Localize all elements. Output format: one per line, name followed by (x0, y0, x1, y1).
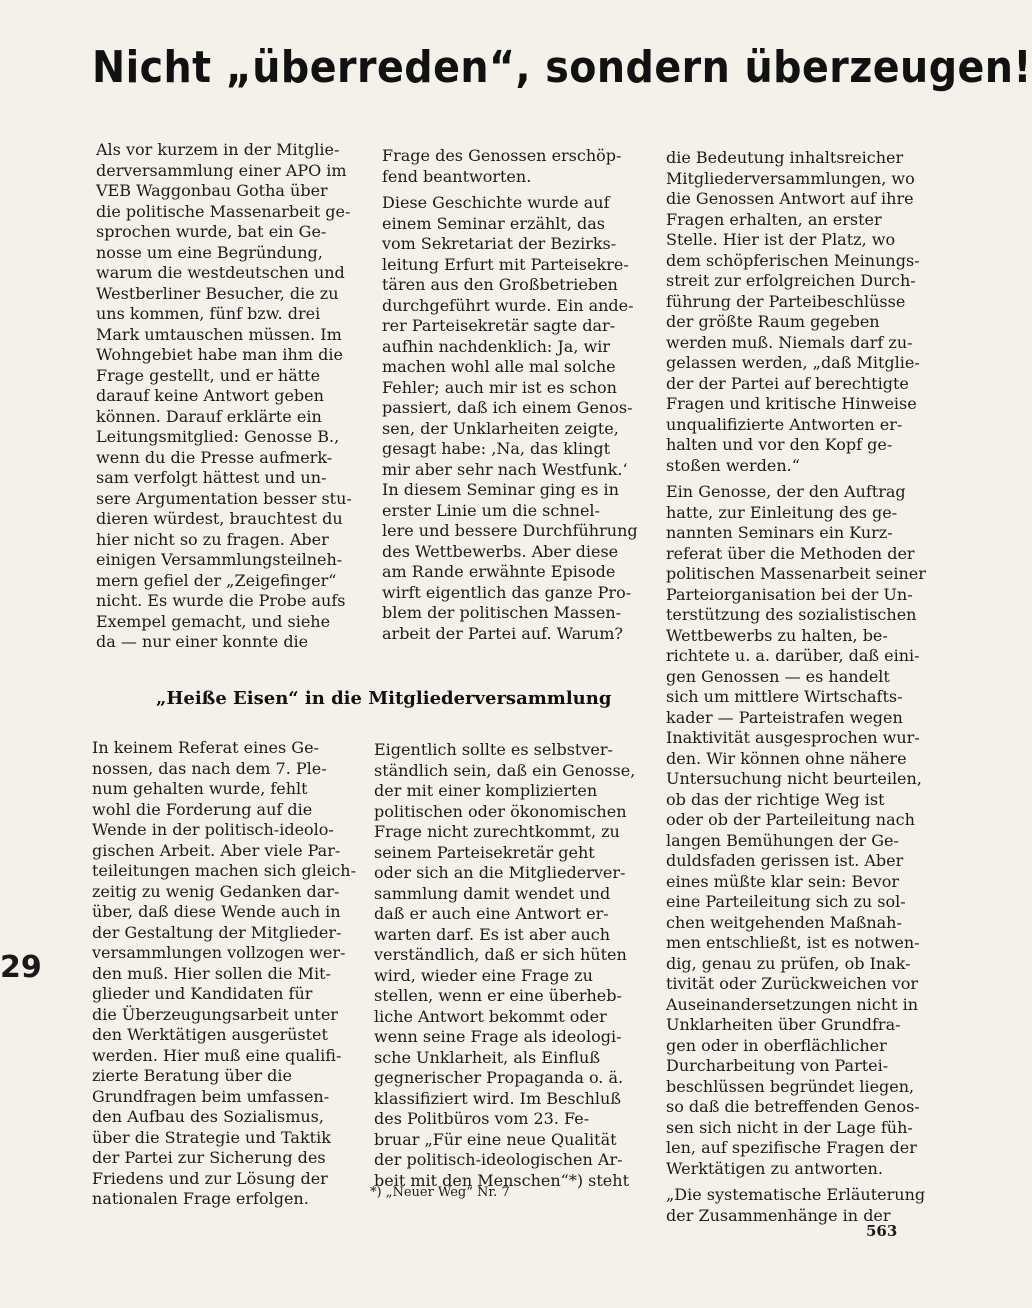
text-line: die Bedeutung inhaltsreicher (666, 148, 904, 167)
text-line: halten und vor den Kopf ge- (666, 435, 893, 454)
column-4 (92, 738, 354, 1210)
text-line: arbeit der Partei auf. Warum? (382, 623, 623, 643)
text-line: zeitig zu wenig Gedanken dar- (92, 881, 340, 901)
footnote: *) „Neuer Weg“ Nr. 7 (370, 1185, 510, 1200)
text-line: nationalen Frage erfolgen. (92, 1189, 309, 1208)
text-line: fend beantworten. (382, 166, 532, 186)
text-line: Frage des Genossen erschöp- (382, 146, 622, 165)
text-line: die Überzeugungsarbeit unter (92, 1004, 338, 1024)
text-line: Fragen erhalten, an erster (666, 209, 882, 229)
text-line: uns kommen, fünf bzw. drei (96, 304, 321, 323)
text-line: Ein Genosse, der den Auftrag (666, 482, 906, 501)
text-line: den Aufbau des Sozialismus, (92, 1107, 324, 1126)
text-line: führung der Parteibeschlüsse (666, 291, 906, 311)
text-line: langen Bemühungen der Ge- (666, 830, 899, 850)
text-line: erster Linie um die schnel- (382, 500, 600, 520)
text-line: mern gefiel der „Zeigefinger“ (96, 570, 337, 590)
text-line: politischen oder ökonomischen (374, 801, 627, 821)
text-line: chen weitgehenden Maßnah- (666, 912, 902, 932)
text-line: nannten Seminars ein Kurz- (666, 523, 893, 542)
text-line: aufhin nachdenklich: Ja, wir (382, 336, 610, 356)
text-line: gegnerischer Propaganda o. ä. (374, 1068, 624, 1087)
text-line: sere Argumentation besser stu- (96, 488, 352, 508)
text-line: Grundfragen beim umfassen- (92, 1086, 330, 1106)
text-line: Mitgliederversammlungen, wo (666, 168, 915, 188)
text-line: referat über die Methoden der (666, 543, 915, 563)
text-line: Stelle. Hier ist der Platz, wo (666, 230, 896, 249)
column-2 (382, 146, 644, 644)
text-line: men entschließt, ist es notwen- (666, 933, 920, 952)
text-line: die Genossen Antwort auf ihre (666, 189, 914, 208)
text-line: sam verfolgt hättest und un- (96, 468, 327, 487)
text-line: VEB Waggonbau Gotha über (96, 181, 328, 200)
text-line: werden. Hier muß eine qualifi- (92, 1045, 342, 1065)
text-line: der Gestaltung der Mitglieder- (92, 922, 342, 942)
text-line: Wettbewerbs zu halten, be- (666, 625, 888, 645)
text-line: rer Parteisekretär sagte dar- (382, 316, 616, 335)
text-line: Durcharbeitung von Partei- (666, 1056, 889, 1075)
text-line: gen Genossen — es handelt (666, 666, 890, 686)
text-line: leitung Erfurt mit Parteisekre- (382, 254, 629, 274)
text-line: versammlungen vollzogen wer- (92, 943, 346, 962)
text-line: Friedens und zur Lösung der (92, 1168, 328, 1188)
text-line: machen wohl alle mal solche (382, 357, 616, 376)
text-line: der der Partei auf berechtigte (666, 373, 909, 393)
text-line: nosse um eine Begründung, (96, 242, 323, 262)
text-line: oder sich an die Mitgliederver- (374, 863, 626, 882)
text-line: stellen, wenn er eine überheb- (374, 986, 622, 1005)
text-line: blem der politischen Massen- (382, 603, 622, 622)
text-line: sammlung damit wendet und (374, 883, 611, 903)
text-line: sen sich nicht in der Lage füh- (666, 1117, 913, 1137)
text-line: len, auf spezifische Fragen der (666, 1138, 917, 1157)
column-3 (666, 148, 930, 1226)
text-line: Mark umtauschen müssen. Im (96, 324, 342, 344)
text-line: unqualifizierte Antworten er- (666, 414, 903, 434)
text-line: warten darf. Es ist aber auch (374, 924, 611, 944)
text-line: terstützung des sozialistischen (666, 605, 917, 624)
text-line: dieren würdest, brauchtest du (96, 509, 343, 528)
column-1 (96, 140, 358, 653)
text-line: können. Darauf erklärte ein (96, 406, 322, 426)
text-line: Wende in der politisch-ideolo- (92, 820, 334, 839)
text-line: gesagt habe: ‚Na, das klingt (382, 439, 611, 458)
text-line: der Zusammenhänge in der (666, 1205, 891, 1225)
text-line: richtete u. a. darüber, daß eini- (666, 646, 920, 665)
text-line: darauf keine Antwort geben (96, 386, 324, 405)
text-line: Eigentlich sollte es selbstver- (374, 740, 613, 759)
text-line: zierte Beratung über die (92, 1066, 293, 1085)
text-line: Wohngebiet habe man ihm die (96, 345, 343, 364)
text-line: verständlich, daß er sich hüten (374, 945, 627, 964)
text-line: In diesem Seminar ging es in (382, 480, 619, 499)
text-line: streit zur erfolgreichen Durch- (666, 271, 916, 290)
text-line: da — nur einer konnte die (96, 632, 309, 651)
text-line: „Die systematische Erläuterung (666, 1185, 926, 1204)
text-line: durchgeführt wurde. Ein ande- (382, 295, 634, 315)
text-line: nicht. Es wurde die Probe aufs (96, 591, 346, 610)
text-line: sen, der Unklarheiten zeigte, (382, 418, 619, 438)
text-line: eines müßte klar sein: Bevor (666, 871, 900, 891)
text-line: derversammlung einer APO im (96, 160, 347, 180)
text-line: Westberliner Besucher, die zu (96, 283, 339, 303)
text-line: dem schöpferischen Meinungs- (666, 250, 920, 270)
text-line: Fehler; auch mir ist es schon (382, 377, 617, 397)
headline: Nicht „überreden“, sondern überzeugen! (92, 42, 1032, 93)
text-line: kader — Parteistrafen wegen (666, 707, 903, 727)
section-subheading: „Heiße Eisen“ in die Mitgliederversammlung (156, 688, 612, 709)
text-line: eine Parteileitung sich zu sol- (666, 892, 906, 911)
text-line: hatte, zur Einleitung des ge- (666, 502, 898, 522)
text-line: Auseinandersetzungen nicht in (666, 994, 919, 1014)
text-line: politischen Massenarbeit seiner (666, 564, 926, 583)
text-line: vom Sekretariat der Bezirks- (382, 234, 617, 253)
text-line: Leitungsmitglied: Genosse B., (96, 427, 340, 446)
text-line: Werktätigen zu antworten. (666, 1158, 883, 1178)
text-line: so daß die betreffenden Genos- (666, 1097, 920, 1116)
text-line: Inaktivität ausgesprochen wur- (666, 728, 920, 747)
page-number: 563 (866, 1222, 898, 1240)
text-line: der größte Raum gegeben (666, 312, 880, 331)
text-line: sche Unklarheit, als Einfluß (374, 1047, 601, 1067)
text-line: sprochen wurde, bat ein Ge- (96, 222, 327, 241)
text-line: gischen Arbeit. Aber viele Par- (92, 840, 341, 860)
text-line: lere und bessere Durchführung (382, 521, 638, 540)
text-line: bruar „Für eine neue Qualität (374, 1129, 617, 1149)
text-line: daß er auch eine Antwort er- (374, 904, 609, 923)
text-line: passiert, daß ich einem Genos- (382, 398, 633, 417)
text-line: nossen, das nach dem 7. Ple- (92, 758, 327, 778)
text-line: duldsfaden gerissen ist. Aber (666, 851, 904, 870)
text-line: gen oder in oberflächlicher (666, 1035, 887, 1055)
column-5 (374, 740, 638, 1191)
text-line: ständlich sein, daß ein Genosse, (374, 760, 636, 780)
text-line: wird, wieder eine Frage zu (374, 965, 593, 985)
text-line: Fragen und kritische Hinweise (666, 394, 917, 413)
text-line: hier nicht so zu fragen. Aber (96, 529, 329, 549)
margin-page-mark: 29 (0, 950, 42, 985)
text-line: einem Seminar erzählt, das (382, 213, 606, 233)
text-line: tären aus den Großbetrieben (382, 275, 618, 294)
text-line: des Wettbewerbs. Aber diese (382, 541, 619, 561)
text-line: teileitungen machen sich gleich- (92, 861, 356, 880)
text-line: Exempel gemacht, und siehe (96, 611, 331, 631)
text-line: klassifiziert wird. Im Beschluß (374, 1088, 622, 1108)
text-line: Frage gestellt, und er hätte (96, 365, 321, 385)
text-line: sich um mittlere Wirtschafts- (666, 687, 903, 706)
text-line: des Politbüros vom 23. Fe- (374, 1109, 590, 1128)
text-line: glieder und Kandidaten für (92, 984, 313, 1003)
text-line: wohl die Forderung auf die (92, 799, 313, 819)
text-line: den Werktätigen ausgerüstet (92, 1025, 328, 1044)
text-line: wirft eigentlich das ganze Pro- (382, 582, 632, 602)
text-line: Parteiorganisation bei der Un- (666, 584, 913, 604)
text-line: gelassen werden, „daß Mitglie- (666, 353, 920, 372)
text-line: werden muß. Niemals darf zu- (666, 332, 913, 352)
text-line: beit mit den Menschen“*) steht (374, 1170, 630, 1190)
text-line: der mit einer komplizierten (374, 781, 598, 800)
text-line: warum die westdeutschen und (96, 263, 345, 282)
text-line: tivität oder Zurückweichen vor (666, 974, 919, 993)
text-line: dig, genau zu prüfen, ob Inak- (666, 953, 911, 973)
text-line: über, daß diese Wende auch in (92, 902, 341, 921)
text-line: die politische Massenarbeit ge- (96, 201, 351, 221)
text-line: liche Antwort bekommt oder (374, 1006, 607, 1026)
text-line: Frage nicht zurechtkommt, zu (374, 822, 620, 841)
text-line: Als vor kurzem in der Mitglie- (96, 140, 340, 159)
text-line: einigen Versammlungsteilneh- (96, 550, 343, 569)
text-line: am Rande erwähnte Episode (382, 562, 616, 581)
text-line: Unklarheiten über Grundfra- (666, 1015, 901, 1034)
text-line: stoßen werden.“ (666, 455, 800, 475)
text-line: Diese Geschichte wurde auf (382, 193, 610, 212)
text-line: über die Strategie und Taktik (92, 1127, 331, 1147)
text-line: mir aber sehr nach Westfunk.‘ (382, 459, 628, 479)
text-line: beschlüssen begründet liegen, (666, 1076, 915, 1096)
text-line: der Partei zur Sicherung des (92, 1148, 326, 1167)
text-line: den muß. Hier sollen die Mit- (92, 963, 331, 983)
text-line: ob das der richtige Weg ist (666, 789, 885, 809)
text-line: wenn seine Frage als ideologi- (374, 1027, 622, 1046)
text-line: oder ob der Parteileitung nach (666, 810, 915, 829)
text-line: der politisch-ideologischen Ar- (374, 1150, 623, 1169)
text-line: seinem Parteisekretär geht (374, 842, 595, 862)
text-line: num gehalten wurde, fehlt (92, 779, 308, 798)
text-line: wenn du die Presse aufmerk- (96, 447, 333, 467)
text-line: Untersuchung nicht beurteilen, (666, 769, 922, 788)
text-line: den. Wir können ohne nähere (666, 748, 907, 768)
text-line: In keinem Referat eines Ge- (92, 738, 319, 757)
